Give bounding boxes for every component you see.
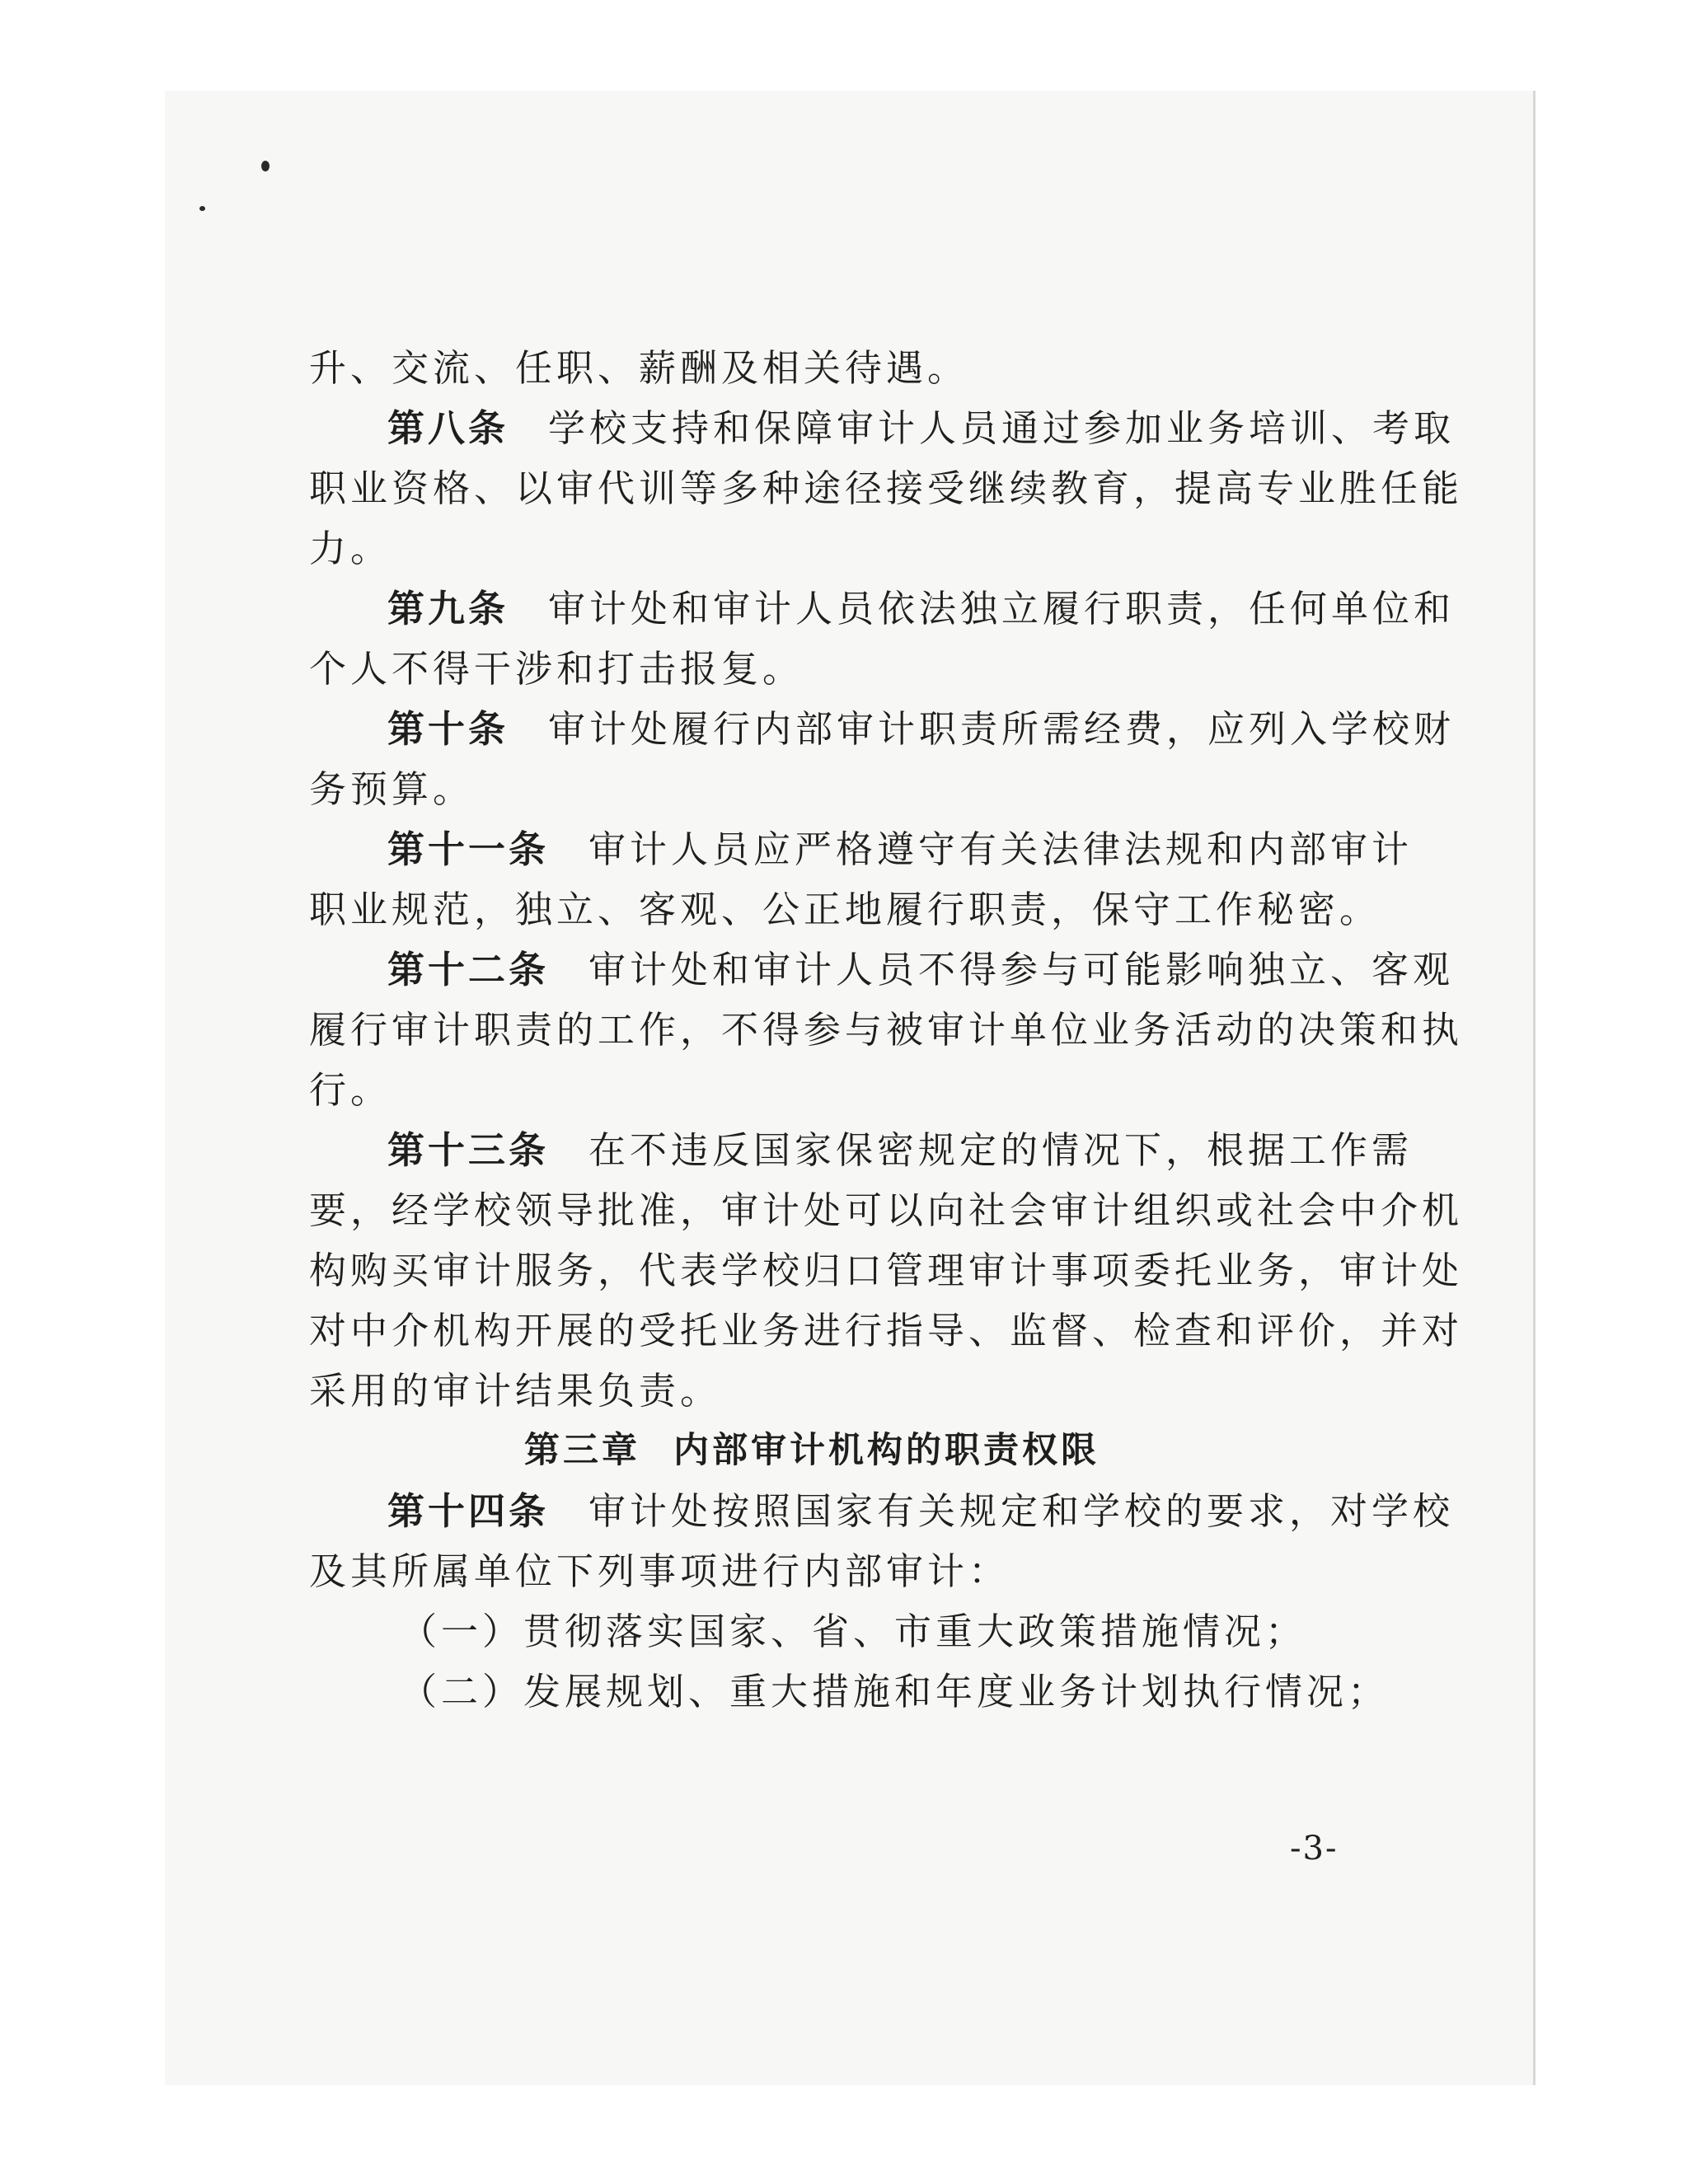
article-8 [309, 398, 1456, 458]
page-number: -3- [1290, 1830, 1339, 1868]
article-number: 第八条 [387, 406, 509, 450]
body-line: 职业规范，独立、客观、公正地履行职责，保守工作秘密。 [309, 888, 1381, 931]
body-line: 采用的审计结果负责。 [309, 1369, 722, 1413]
article-14 [309, 1481, 1455, 1541]
article-9 [309, 579, 1456, 639]
body-line: 及其所属单位下列事项进行内部审计： [309, 1549, 1010, 1593]
body-line: 构购买审计服务，代表学校归口管理审计事项委托业务，审计处 [309, 1249, 1464, 1292]
body-text: 审计处和审计人员不得参与可能影响独立、客观 [588, 948, 1455, 991]
body-line: 对中介机构开展的受托业务进行指导、监督、检查和评价，并对 [309, 1309, 1464, 1352]
list-item: （一）贯彻落实国家、省、市重大政策措施情况； [400, 1610, 1307, 1653]
chapter-heading [309, 1421, 1364, 1481]
body-text: 审计处和审计人员依法独立履行职责，任何单位和 [548, 587, 1456, 630]
document-body [309, 338, 1464, 1722]
article-number: 第十一条 [387, 827, 550, 871]
article-number: 第十三条 [387, 1128, 550, 1172]
scan-speck [199, 206, 205, 211]
article-number: 第九条 [387, 587, 509, 630]
article-10 [309, 699, 1456, 759]
body-text: 学校支持和保障审计人员通过参加业务培训、考取 [548, 406, 1456, 450]
chapter-title: 内部审计机构的职责权限 [673, 1430, 1100, 1471]
body-line: 行。 [309, 1068, 392, 1112]
body-text: 审计处按照国家有关规定和学校的要求，对学校 [588, 1489, 1455, 1533]
body-text: 在不违反国家保密规定的情况下，根据工作需 [588, 1128, 1414, 1172]
body-line: 职业资格、以审代训等多种途径接受继续教育，提高专业胜任能 [309, 466, 1464, 510]
body-line: 履行审计职责的工作，不得参与被审计单位业务活动的决策和执 [309, 1008, 1464, 1052]
body-line: 个人不得干涉和打击报复。 [309, 647, 804, 691]
body-text: 审计处履行内部审计职责所需经费，应列入学校财 [548, 707, 1456, 751]
body-line: 务预算。 [309, 767, 475, 811]
list-item: （二）发展规划、重大措施和年度业务计划执行情况； [400, 1670, 1390, 1713]
body-line: 要，经学校领导批准，审计处可以向社会审计组织或社会中介机 [309, 1188, 1464, 1232]
article-12 [309, 940, 1455, 1000]
body-line: 升、交流、任职、薪酬及相关待遇。 [309, 346, 969, 390]
body-text: 审计人员应严格遵守有关法律法规和内部审计 [588, 827, 1414, 871]
article-number: 第十条 [387, 707, 509, 751]
article-number: 第十四条 [387, 1489, 550, 1533]
chapter-number: 第三章 [524, 1430, 640, 1471]
article-11 [309, 819, 1414, 879]
body-line: 力。 [309, 527, 392, 570]
scan-speck [261, 161, 270, 171]
article-13 [309, 1120, 1414, 1180]
article-number: 第十二条 [387, 948, 550, 991]
